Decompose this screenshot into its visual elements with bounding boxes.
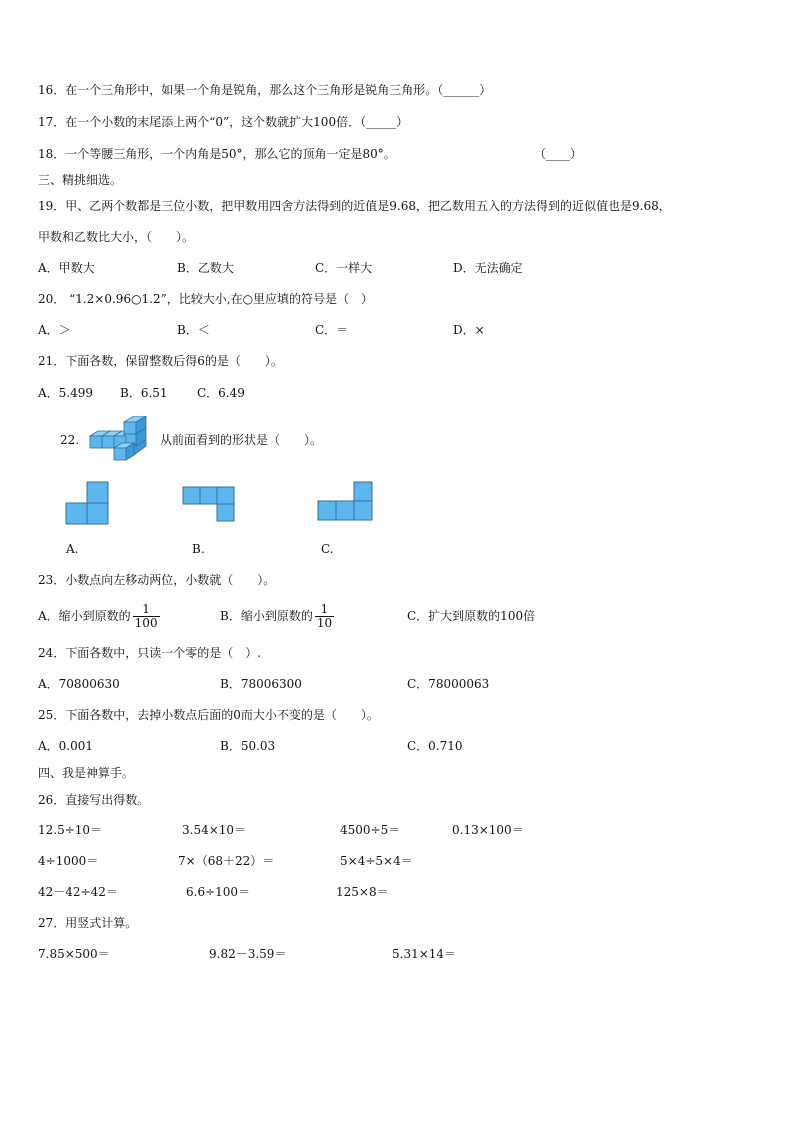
q21-option-a: A．5.499 [38,386,94,400]
question-23: 23．小数点向左移动两位，小数就（ ）。 [38,573,276,587]
q27-item-1: 7.85×500＝ [38,947,110,961]
q26-r1-c1: 12.5÷10＝ [38,823,103,837]
question-20: 20． “1.2×0.96○1.2”，比较大小,在○里应填的符号是（ ） [38,292,374,306]
q21-option-b: B．6.51 [120,386,168,400]
q20-option-c: C．＝ [315,323,349,337]
q22-option-b: B. [192,542,205,556]
question-25: 25．下面各数中，去掉小数点后面的0而大小不变的是（ ）。 [38,708,379,722]
q26-r3-c2: 6.6÷100＝ [186,885,251,899]
question-19-line1: 19．甲、乙两个数都是三位小数，把甲数用四舍方法得到的近值是9.68，把乙数用五入的方法得到的近似值也是9.68， [38,199,671,213]
section-heading-4: 四、我是神算手。 [38,766,135,780]
question-16: 16．在一个三角形中，如果一个角是锐角，那么这个三角形是锐角三角形。（______） [38,83,492,97]
q21-option-c: C．6.49 [197,386,245,400]
q26-r3-c1: 42－42÷42＝ [38,885,118,899]
q22-option-a: A. [66,542,79,556]
q26-r2-c3: 5×4÷5×4＝ [340,854,413,868]
q23-option-b [220,600,334,632]
q26-r3-c3: 125×8＝ [336,885,389,899]
q22-shape-c [316,480,374,522]
question-21: 21．下面各数，保留整数后得6的是（ ）。 [38,354,283,368]
q23-option-a-label: A．缩小到原数的 [38,609,131,623]
question-22: 从前面看到的形状是（ ）。 [160,433,323,447]
fraction-1-100: $\frac{1}{100}$ [134,602,158,630]
question-22-number: 22. [60,433,80,447]
q20-option-d: D．× [453,323,485,337]
question-24: 24．下面各数中，只读一个零的是（ ）. [38,646,262,660]
question-17: 17．在一个小数的末尾添上两个“0”，这个数就扩大100倍．（_____） [38,115,409,129]
q24-option-c: C．78000063 [407,677,490,691]
question-18: 18．一个等腰三角形，一个内角是50°，那么它的顶角一定是80°。 [38,147,396,161]
q25-option-b: B．50.03 [220,739,276,753]
q25-option-a: A．0.001 [38,739,94,753]
q22-option-c: C. [321,542,334,556]
q26-r1-c3: 4500÷5＝ [340,823,401,837]
q26-r2-c1: 4÷1000＝ [38,854,99,868]
q26-r2-c2: 7×（68＋22）＝ [178,854,275,868]
q22-shape-a [64,480,110,526]
q24-option-b: B．78006300 [220,677,302,691]
q26-r1-c4: 0.13×100＝ [452,823,524,837]
question-19-line2: 甲数和乙数比大小，（ ）。 [38,230,195,244]
q22-shape-b [181,485,237,523]
q19-option-b: B．乙数大 [177,261,234,275]
q23-option-c: C．扩大到原数的100倍 [407,609,536,623]
section-heading-3: 三、精挑细选。 [38,173,123,187]
q24-option-a: A．70800630 [38,677,120,691]
q27-item-3: 5.31×14＝ [392,947,457,961]
q23-option-b-label: B．缩小到原数的 [220,609,313,623]
cube-stack-figure [88,416,154,466]
q26-r1-c2: 3.54×10＝ [182,823,247,837]
q19-option-d: D．无法确定 [453,261,523,275]
question-26: 26．直接写出得数。 [38,793,150,807]
question-27: 27．用竖式计算。 [38,916,138,930]
q23-option-a [38,600,160,632]
q19-option-a: A．甲数大 [38,261,95,275]
q25-option-c: C．0.710 [407,739,463,753]
q20-option-b: B．＜ [177,323,210,337]
question-18-answer-paren: （____） [534,147,583,161]
q27-item-2: 9.82－3.59＝ [209,947,287,961]
q20-option-a: A．＞ [38,323,71,337]
q19-option-c: C．一样大 [315,261,373,275]
fraction-1-10: $\frac{1}{10}$ [316,602,333,630]
